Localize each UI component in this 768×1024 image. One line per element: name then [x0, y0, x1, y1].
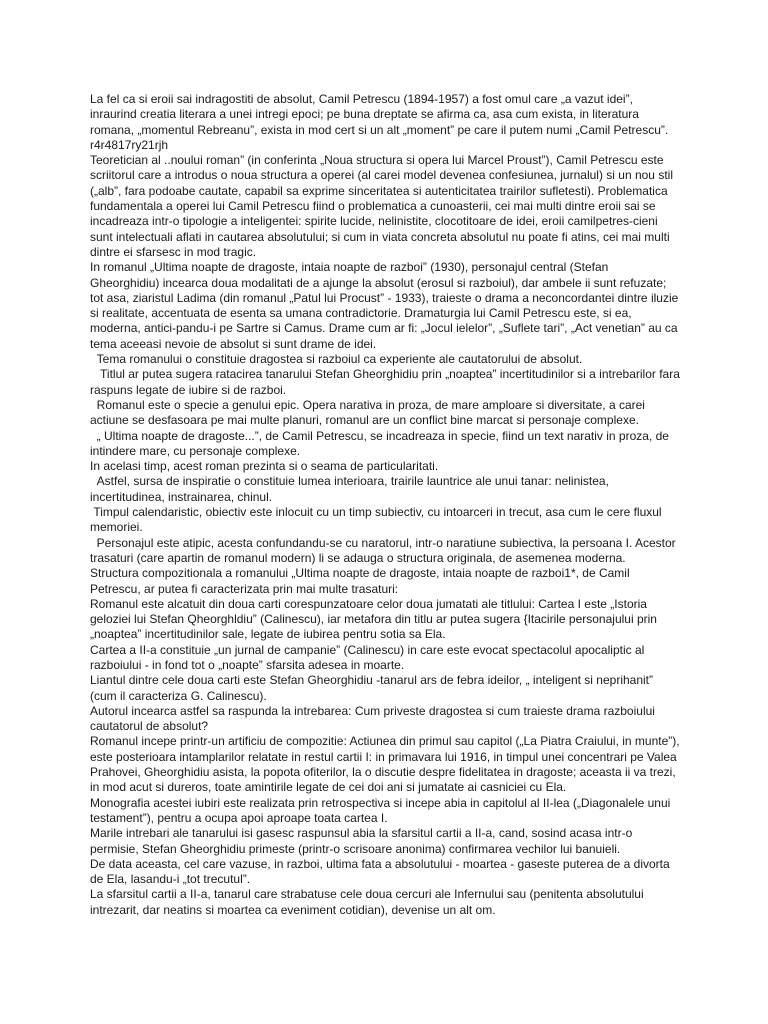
- paragraph-5: Titlul ar putea sugera ratacirea tanarului Stefan Gheorghidiu prin „noaptea” incertitudinilor si a intrebarilor fara raspuns legate de iubire si de razboi.: [90, 367, 684, 397]
- paragraph-11: Personajul este atipic, acesta confundandu-se cu naratorul, intr-o naratiune subiectiva, la persoana I. Acestor trasaturi (care apartin de romanul modern) li se adauga o structura originala, de asemenea moderna.: [90, 535, 680, 565]
- paragraph-21: La sfarsitul cartii a II-a, tanarul care strabatuse cele doua cercuri ale Infernului sau (penitenta absolutului intrezarit, dar neatins si moartea ca eveniment cotidian), devenise un alt om.: [90, 887, 647, 917]
- paragraph-7: „ Ultima noapte de dragoste...”, de Camil Petrescu, se incadreaza in specie, fiind un text narativ in proza, de intindere mare, cu personaje complexe.: [90, 428, 673, 458]
- paragraph-12: Structura compozitionala a romanului „Ultima noapte de dragoste, intaia noapte de razboi1*, de Camil Petrescu, ar putea fi caracterizata prin mai multe trasaturi:: [90, 566, 633, 596]
- document-text-body: [90, 92, 684, 918]
- paragraph-9: Astfel, sursa de inspiratie o constituie lumea interioara, trairile launtrice ale unui tanar: nelinistea, incertitudinea, instrainarea, chinul.: [90, 474, 613, 504]
- paragraph-18: Monografia acestei iubiri este realizata prin retrospectiva si incepe abia in capitolul al II-lea („Diagonalele unui testament”), pentru a ocupa apoi aproape toata cartea I.: [90, 795, 674, 825]
- paragraph-8: In acelasi timp, acest roman prezinta si o seama de particularitati.: [90, 459, 439, 474]
- paragraph-20: De data aceasta, cel care vazuse, in razboi, ultima fata a absolutului - moartea - gaseste puterea de a divorta de Ela, lasandu-i „tot trecutul”.: [90, 856, 673, 887]
- paragraph-10: Timpul calendaristic, obiectiv este inlocuit cu un timp subiectiv, cu intoarceri in trecut, asa cum le cere fluxul memoriei.: [90, 505, 665, 535]
- paragraph-3: In romanul „Ultima noapte de dragoste, intaia noapte de razboi” (1930), personajul central (Stefan Gheorghidiu) incearca doua modalitati de a ajunge la absolut (erosul si razboiul), dar ambele ii sunt refuzate; tot asa, ziaristul Ladima (din romanul „Patul lui Procust” - 1933), traieste o drama a neconcordantei dintre iluzie si realitate, accentuata de esenta sa umana contradictorie. Dramaturgia lui Camil Petrescu este, si ea, moderna, antici-pandu-i pe Sartre si Camus. Drame cum ar fi: „Jocul ielelor”, „Suflete tari”, „Act venetian” au ca tema aceeasi nevoie de absolut si sunt drame de idei.: [90, 260, 682, 351]
- paragraph-1: La fel ca si eroii sai indragostiti de absolut, Camil Petrescu (1894-1957) a fost omul care „a vazut idei”, inraurind creatia literara a unei intregi epoci; pe buna dreptate se afirma ca, asa cum exista, in literatura romana, „momentul Rebreanu”, exista in mod cert si un alt „moment” pe care il putem numi „Camil Petrescu”. r4r4817ry21rjh: [90, 92, 672, 152]
- paragraph-16: Autorul incearca astfel sa raspunda la intrebarea: Cum priveste dragostea si cum traieste drama razboiului cautatorul de absolut?: [90, 703, 659, 734]
- paragraph-14: Cartea a II-a constituie „un jurnal de campanie” (Calinescu) in care este evocat spectacolul apocaliptic al razboiului - in fond tot o „noapte” sfarsita adesea in moarte.: [90, 642, 648, 672]
- paragraph-19: Marile intrebari ale tanarului isi gasesc raspunsul abia la sfarsitul cartii a II-a, cand, sosind acasa intr-o permisie, Stefan Gheorghidiu primeste (printr-o scrisoare anonima) confirmarea vechilor lui banuieli.: [90, 826, 636, 856]
- paragraph-17: Romanul incepe printr-un artificiu de compozitie: Actiunea din primul sau capitol („La Piatra Craiului, in munte”), este posterioara intamplarilor relatate in restul cartii I: in primavara lui 1916, in timpul unei concentrari pe Valea Prahovei, Gheorghidiu asista, la popota ofiterilor, la o discutie despre fidelitatea in dragoste; aceasta ii va trezi, in mod acut si dureros, toate amintirile legate de cei doi ani si jumatate ai casniciei cu Ela.: [90, 734, 683, 795]
- paragraph-6: Romanul este o specie a genului epic. Opera narativa in proza, de mare amploare si diversitate, a carei actiune se desfasoara pe mai multe planuri, romanul are un conflict bine marcat si personaje complexe.: [90, 397, 649, 428]
- paragraph-13: Romanul este alcatuit din doua carti corespunzatoare celor doua jumatati ale titlului: Cartea I este „Istoria geloziei lui Stefan Qheorghldiu” (Calinescu), iar metafora din titlu ar putea sugera {Itacirile personajului prin „noaptea” incertitudinilor sale, legate de iubirea pentru sotia sa Ela.: [90, 596, 661, 642]
- paragraph-2: Teoretician al ..noului roman” (in conferinta „Noua structura si opera lui Marcel Proust”), Camil Petrescu este scriitorul care a introdus o noua structura a operei (al carei model devenea confesiunea, jurnalul) si un nou stil („alb”, fara podoabe cautate, capabil sa exprime sinceritatea si autenticitatea trairilor sufletesti). Problematica fundamentala a operei lui Camil Petrescu fiind o problematica a cunoasterii, cei mai multi dintre eroii sai se incadreaza intr-o tipologie a inteligentei: spirite lucide, nelinistite, clocotitoare de idei, eroii camilpetres-cieni sunt intelectuali aflati in cautarea absolutului; si cum in viata concreta absolutul nu poate fi atins, cei mai multi dintre ei sfarsesc in mod tragic.: [90, 153, 677, 259]
- paragraph-15: Liantul dintre cele doua carti este Stefan Gheorghidiu -tanarul ars de febra ideilor, „ inteligent si neprihanit” (cum il caracteriza G. Calinescu).: [90, 673, 657, 703]
- paragraph-4: Tema romanului o constituie dragostea si razboiul ca experiente ale cautatorului de absolut.: [90, 352, 583, 367]
